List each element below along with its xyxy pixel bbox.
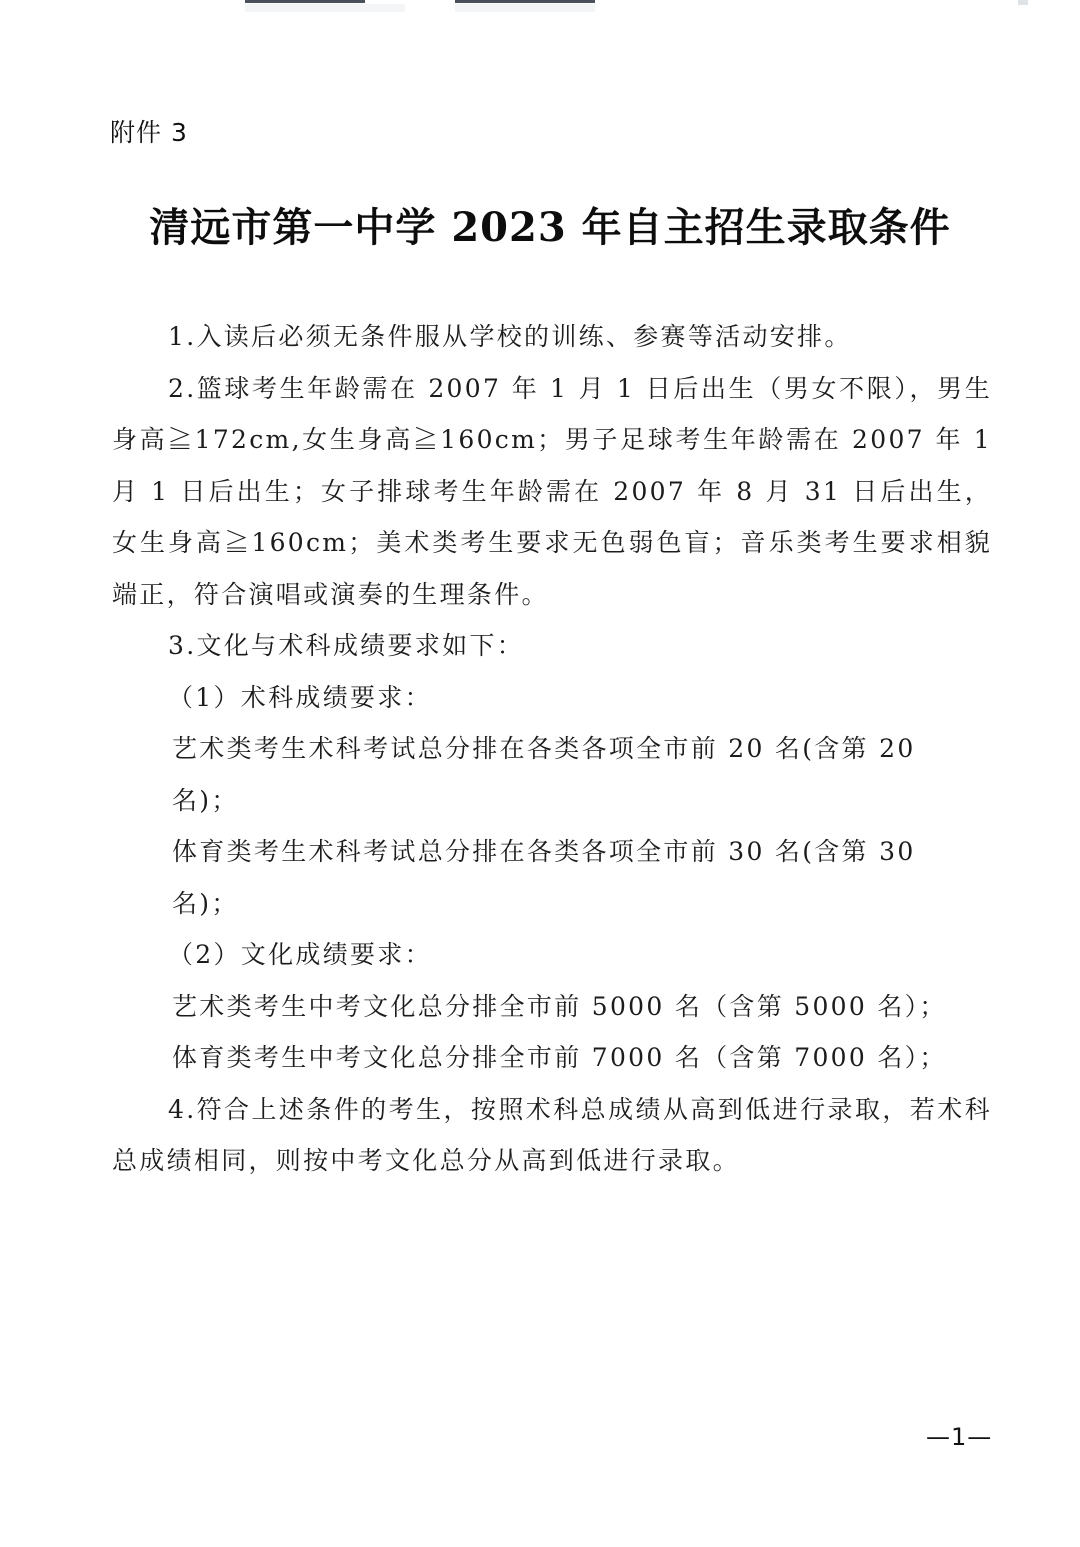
document-body (112, 311, 992, 1187)
scan-artifact-bar (455, 0, 595, 3)
page-number: —1— (926, 1423, 993, 1451)
requirement-item-4: 4.符合上述条件的考生，按照术科总成绩从高到低进行录取，若术科总成绩相同，则按中考文化总分从高到低进行录取。 (112, 1094, 992, 1175)
scan-artifact-faint (455, 4, 595, 12)
scan-artifact-faint (245, 4, 405, 12)
academic-score-art: 艺术类考生中考文化总分排全市前 5000 名（含第 5000 名）； (172, 991, 947, 1021)
scan-artifact-bar (245, 0, 365, 3)
document-title: 清远市第一中学 2023 年自主招生录取条件 (149, 204, 951, 251)
scan-artifact-corner (1018, 0, 1028, 5)
section-heading-academic-score: （2）文化成绩要求： (168, 940, 432, 969)
section-heading-skill-score: （1）术科成绩要求： (168, 682, 432, 712)
requirement-item-1: 1.入读后必须无条件服从学校的训练、参赛等活动安排。 (168, 322, 852, 351)
academic-score-sports: 体育类考生中考文化总分排全市前 7000 名（含第 7000 名）； (172, 1043, 947, 1072)
skill-score-sports: 体育类考生术科考试总分排在各类各项全市前 30 名(含第 30 名)； (172, 837, 916, 918)
requirement-item-2: 2.篮球考生年龄需在 2007 年 1 月 1 日后出生（男女不限），男生身高≧172cm,女生身高≧160cm；男子足球考生年龄需在 2007 年 1 月 1 日后出生；女子排球考生年龄需在 2007 年 8 月 31 日后出生，女生身高≧160cm；美术类考生要求无色弱色盲；音乐类考生要求相貌端正，符合演唱或演奏的生理条件。 (112, 373, 992, 609)
requirement-item-3: 3.文化与术科成绩要求如下： (168, 631, 525, 660)
attachment-label: 附件 3 (110, 118, 188, 147)
skill-score-art: 艺术类考生术科考试总分排在各类各项全市前 20 名(含第 20 名)； (172, 734, 916, 815)
